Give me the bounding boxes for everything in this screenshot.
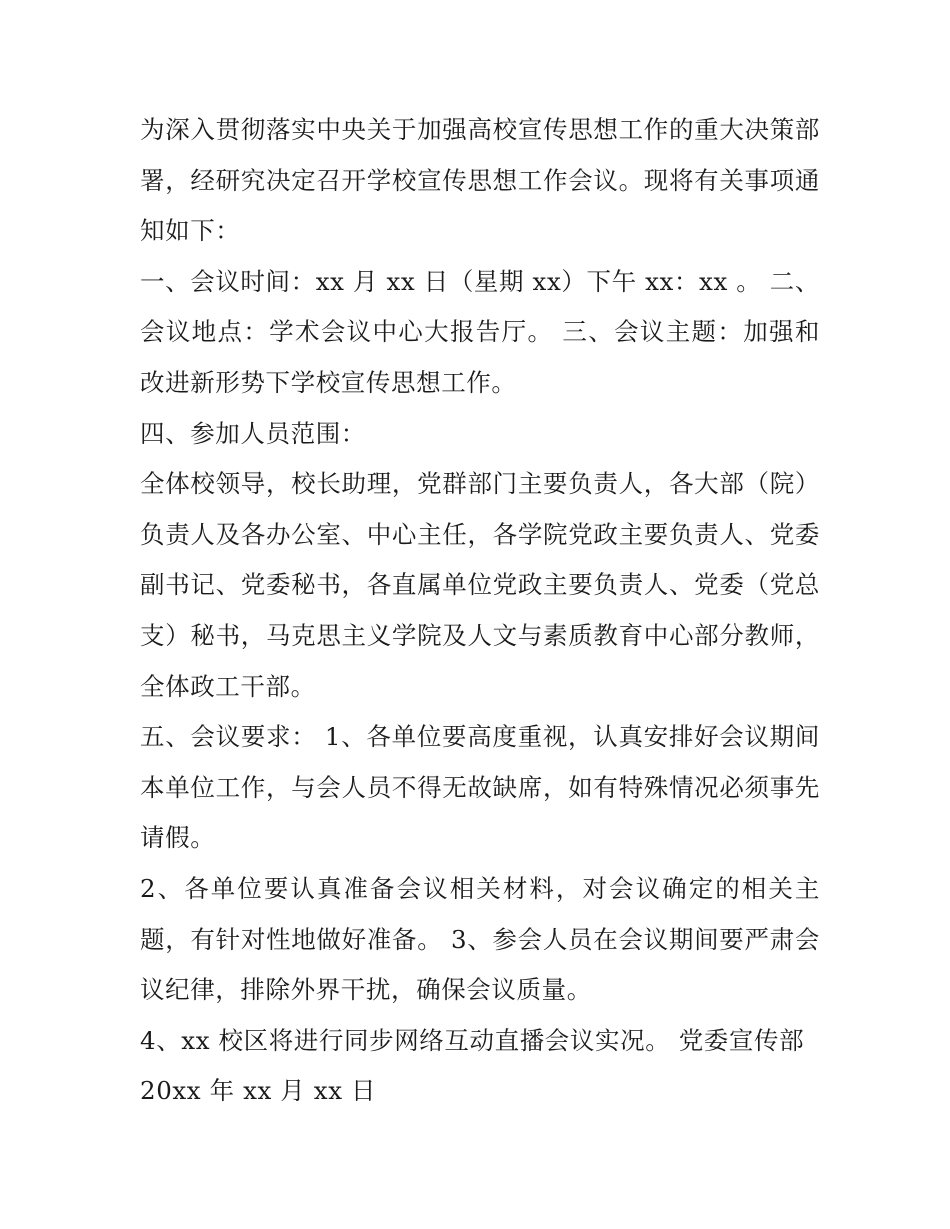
date-line: 20xx 年 xx 月 xx 日 [140,1076,377,1106]
requirements-paragraph: 五、会议要求： 1、各单位要高度重视，认真安排好会议期间本单位工作，与会人员不得无故缺席，如有特殊情况必须事先请假。 [140,722,820,853]
requirements-4-signature-paragraph: 4、xx 校区将进行同步网络互动直播会议实况。 党委宣传部 [140,1025,805,1055]
requirements-2-3-paragraph: 2、各单位要认真准备会议相关材料，对会议确定的相关主题，有针对性地做好准备。 3、参会人员在会议期间要严肃会议纪律，排除外界干扰，确保会议质量。 [140,873,820,1005]
meeting-time-place-theme-paragraph: 一、会议时间：xx 月 xx 日（星期 xx）下午 xx：xx 。 二、会议地点：学术会议中心大报告厅。 三、会议主题：加强和改进新形势下学校宣传思想工作。 [140,266,820,397]
attendees-paragraph: 全体校领导，校长助理，党群部门主要负责人，各大部（院）负责人及各办公室、中心主任，各学院党政主要负责人、党委副书记、党委秘书，各直属单位党政主要负责人、党委（党总支）秘书，马克思主义学院及人文与素质教育中心部分教师，全体政工干部。 [140,469,820,701]
intro-paragraph: 为深入贯彻落实中央关于加强高校宣传思想工作的重大决策部署，经研究决定召开学校宣传思想工作会议。现将有关事项通知如下： [140,115,820,246]
document-body [140,105,820,1117]
attendees-heading: 四、参加人员范围： [140,418,366,448]
